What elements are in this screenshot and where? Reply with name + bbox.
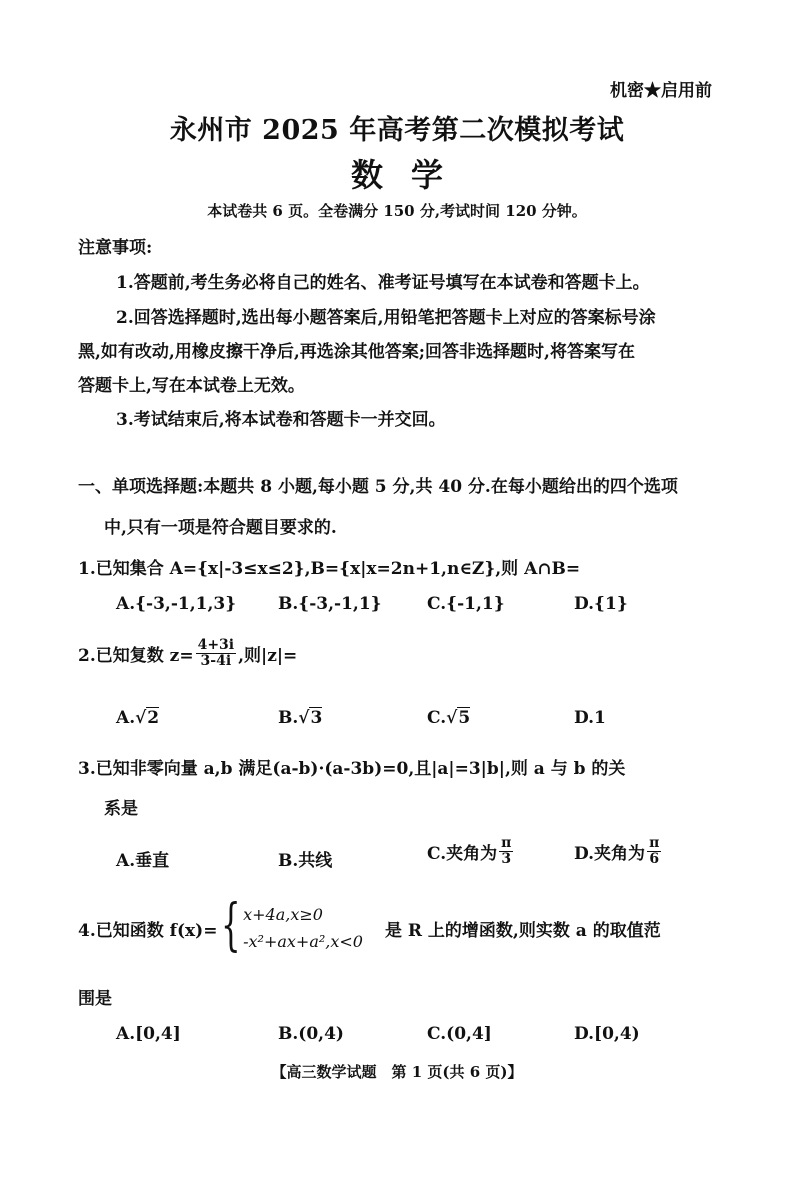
piecewise-cases: [243, 901, 363, 955]
question-4-prefix: 4.已知函数 f(x)=: [78, 920, 218, 941]
piecewise-function: [217, 893, 363, 958]
question-2-denominator: 3-4i: [200, 652, 232, 669]
question-2-numerator: 4+3i: [197, 637, 235, 653]
question-3-option-c: [427, 836, 515, 866]
page-footer: 【高三数学试题 第 1 页(共 6 页)】: [271, 1063, 523, 1081]
option-a-radicand: 2: [147, 708, 160, 728]
exam-title: 永州市 2025 年高考第二次模拟考试: [169, 115, 625, 146]
subject-title: 数学: [350, 156, 471, 194]
question-4-option-b: B.(0,4): [278, 1024, 344, 1044]
question-2-suffix: ,则|z|=: [238, 645, 298, 666]
option-c-radicand: 5: [458, 708, 471, 728]
question-1-option-d: D.{1}: [574, 594, 628, 614]
option-c-prefix: C.√: [427, 708, 458, 728]
left-brace: {: [221, 893, 242, 958]
note-2-line-3: 答题卡上,写在本试卷上无效。: [78, 376, 305, 396]
option-c-fraction: [499, 836, 513, 866]
note-2-line-2: 黑,如有改动,用橡皮擦干净后,再选涂其他答案;回答非选择题时,将答案写在: [78, 342, 635, 362]
question-3-option-b: B.共线: [278, 851, 333, 871]
option-c-label: C.夹角为: [427, 843, 498, 864]
question-3-line-2: 系是: [104, 799, 138, 819]
note-2-line-1: 2.回答选择题时,选出每小题答案后,用铅笔把答题卡上对应的答案标号涂: [116, 308, 656, 328]
question-2-option-d: D.1: [574, 708, 606, 728]
note-1: 1.答题前,考生务必将自己的姓名、准考证号填写在本试卷和答题卡上。: [116, 273, 650, 293]
question-2-fraction: [196, 638, 237, 668]
question-2-option-a: [116, 708, 159, 728]
section-heading-line-1: 一、单项选择题:本题共 8 小题,每小题 5 分,共 40 分.在每小题给出的四个选项: [78, 477, 678, 497]
question-3-line-1: 3.已知非零向量 a,b 满足(a-b)·(a-3b)=0,且|a|=3|b|,则 a 与 b 的关: [78, 759, 626, 779]
option-b-radicand: 3: [310, 708, 323, 728]
question-3-option-d: [574, 836, 663, 866]
question-4-option-d: D.[0,4): [574, 1024, 640, 1044]
question-2-prefix: 2.已知复数 z=: [78, 645, 194, 666]
confidential-label: 机密★启用前: [610, 81, 712, 101]
question-2-option-c: [427, 708, 470, 728]
question-4-stem: [78, 893, 661, 958]
exam-info: 本试卷共 6 页。全卷满分 150 分,考试时间 120 分钟。: [207, 202, 587, 220]
question-1-option-a: A.{-3,-1,1,3}: [116, 594, 237, 614]
question-1-option-b: B.{-3,-1,1}: [278, 594, 382, 614]
option-b-prefix: B.√: [278, 708, 310, 728]
option-d-label: D.夹角为: [574, 843, 646, 864]
option-d-numerator: π: [649, 835, 660, 851]
question-1-stem: 1.已知集合 A={x|-3≤x≤2},B={x|x=2n+1,n∈Z},则 A∩B=: [78, 559, 581, 579]
question-3-option-a: A.垂直: [116, 851, 170, 871]
notes-heading: 注意事项:: [78, 238, 153, 258]
option-d-fraction: [647, 836, 661, 866]
question-4-option-c: C.(0,4]: [427, 1024, 492, 1044]
question-2-stem: [78, 638, 297, 668]
option-a-prefix: A.√: [116, 708, 147, 728]
option-c-denominator: 3: [501, 850, 512, 867]
section-heading-line-2: 中,只有一项是符合题目要求的.: [104, 518, 337, 538]
piecewise-case-2: -x²+ax+a²,x<0: [243, 932, 363, 951]
note-3: 3.考试结束后,将本试卷和答题卡一并交回。: [116, 410, 446, 430]
question-4-option-a: A.[0,4]: [116, 1024, 181, 1044]
option-c-numerator: π: [501, 835, 512, 851]
question-1-option-c: C.{-1,1}: [427, 594, 505, 614]
question-2-option-b: [278, 708, 322, 728]
option-d-denominator: 6: [649, 850, 660, 867]
question-4-line-2: 围是: [78, 989, 112, 1009]
question-4-suffix: 是 R 上的增函数,则实数 a 的取值范: [384, 920, 661, 941]
piecewise-case-1: x+4a,x≥0: [243, 904, 323, 924]
